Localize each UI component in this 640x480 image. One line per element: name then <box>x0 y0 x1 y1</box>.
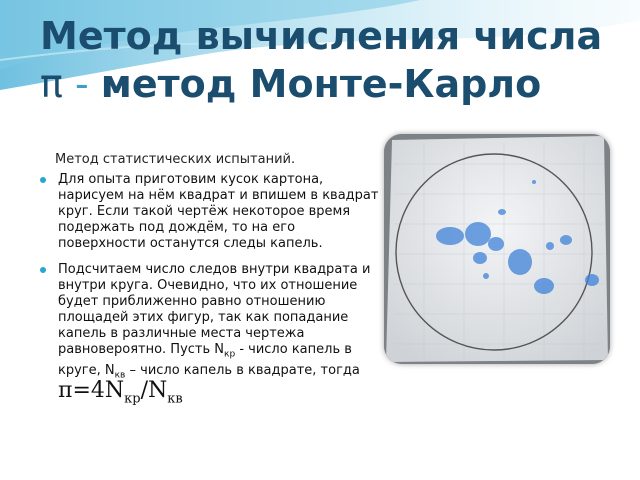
bullet-text-1: Для опыта приготовим кусок картона, нарисуем на нём квадрат и впишем в квадрат круг. Если такой чертёж некоторое время подержать под дождём, то на его поверхности останутся следы капель. <box>58 172 379 251</box>
bullet-item-2 <box>38 262 383 408</box>
title-part1: Метод вычисления числа <box>40 14 603 58</box>
bullet-dot-icon <box>40 267 46 273</box>
subtitle: Метод статистических испытаний. <box>55 152 296 167</box>
formula-slash: /N <box>140 378 168 404</box>
bullet-list <box>38 172 383 418</box>
formula-main: π=4N <box>58 378 125 404</box>
bullet-item-1 <box>38 172 383 252</box>
page-title <box>40 12 630 108</box>
formula-sub-kr: кр <box>124 391 141 407</box>
subscript-kr: кр <box>224 349 236 360</box>
formula-sub-kv: кв <box>167 391 183 407</box>
bullet-text-2: Подсчитаем число следов внутри квадрата и внутри круга. Очевидно, что их отношение будет приближенно равно отношению площадей этих фигур, так как попадание капель в различные места чертежа равновероятно. Пусть N <box>58 262 371 357</box>
bullet-dot-icon <box>40 177 46 183</box>
photo-illustration <box>384 134 610 364</box>
subscript-kv: кв <box>114 370 126 381</box>
title-pi: π <box>40 62 63 106</box>
bullet-text-2-tail: – число капель в квадрате, тогда <box>125 362 360 378</box>
bullet-text-2-mid: - число капель в круге, N <box>58 342 352 378</box>
pi-formula <box>58 378 183 407</box>
title-dash: - <box>62 62 101 106</box>
title-part2: метод Монте-Карло <box>100 62 542 106</box>
raindrop-circle-photo <box>384 134 610 364</box>
